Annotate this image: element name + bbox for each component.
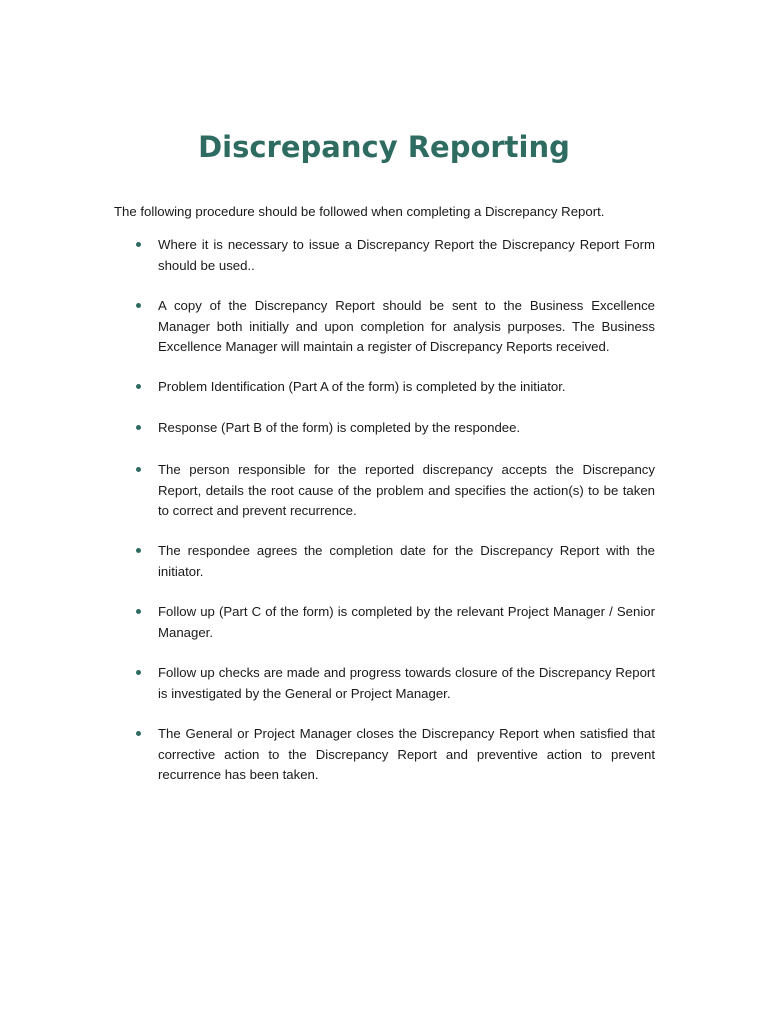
intro-paragraph: The following procedure should be followed when completing a Discrepancy Report. (114, 204, 605, 219)
list-item (158, 663, 655, 704)
bullet-icon (136, 548, 141, 553)
list-item-text: Follow up checks are made and progress towards closure of the Discrepancy Report is investigated by the General or Project Manager. (158, 665, 655, 701)
bullet-icon (136, 670, 141, 675)
list-item (158, 418, 655, 439)
bullet-icon (136, 384, 141, 389)
list-item-text: A copy of the Discrepancy Report should be sent to the Business Excellence Manager both initially and upon completion for analysis purposes. The Business Excellence Manager will maintain a register of Discrepancy Reports received. (158, 298, 655, 354)
bullet-icon (136, 425, 141, 430)
list-item-text: The General or Project Manager closes the Discrepancy Report when satisfied that corrective action to the Discrepancy Report and preventive action to prevent recurrence has been taken. (158, 726, 655, 782)
list-item (158, 460, 655, 522)
list-item-text: Response (Part B of the form) is completed by the respondee. (158, 420, 521, 435)
list-item (158, 235, 655, 276)
bullet-icon (136, 609, 141, 614)
list-item (158, 602, 655, 643)
list-item-text: Problem Identification (Part A of the form) is completed by the initiator. (158, 379, 566, 394)
page-title: Discrepancy Reporting (198, 130, 570, 164)
list-item-text: The person responsible for the reported discrepancy accepts the Discrepancy Report, details the root cause of the problem and specifies the action(s) to be taken to correct and prevent recurrence. (158, 462, 655, 518)
list-item (158, 377, 655, 398)
bullet-icon (136, 242, 141, 247)
list-item-text: Where it is necessary to issue a Discrepancy Report the Discrepancy Report Form should be used.. (158, 237, 655, 273)
bullet-icon (136, 731, 141, 736)
list-item (158, 724, 655, 786)
list-item (158, 541, 655, 582)
bullet-icon (136, 467, 141, 472)
list-item-text: Follow up (Part C of the form) is completed by the relevant Project Manager / Senior Manager. (158, 604, 655, 640)
list-item-text: The respondee agrees the completion date for the Discrepancy Report with the initiator. (158, 543, 655, 579)
list-item (158, 296, 655, 358)
bullet-icon (136, 303, 141, 308)
